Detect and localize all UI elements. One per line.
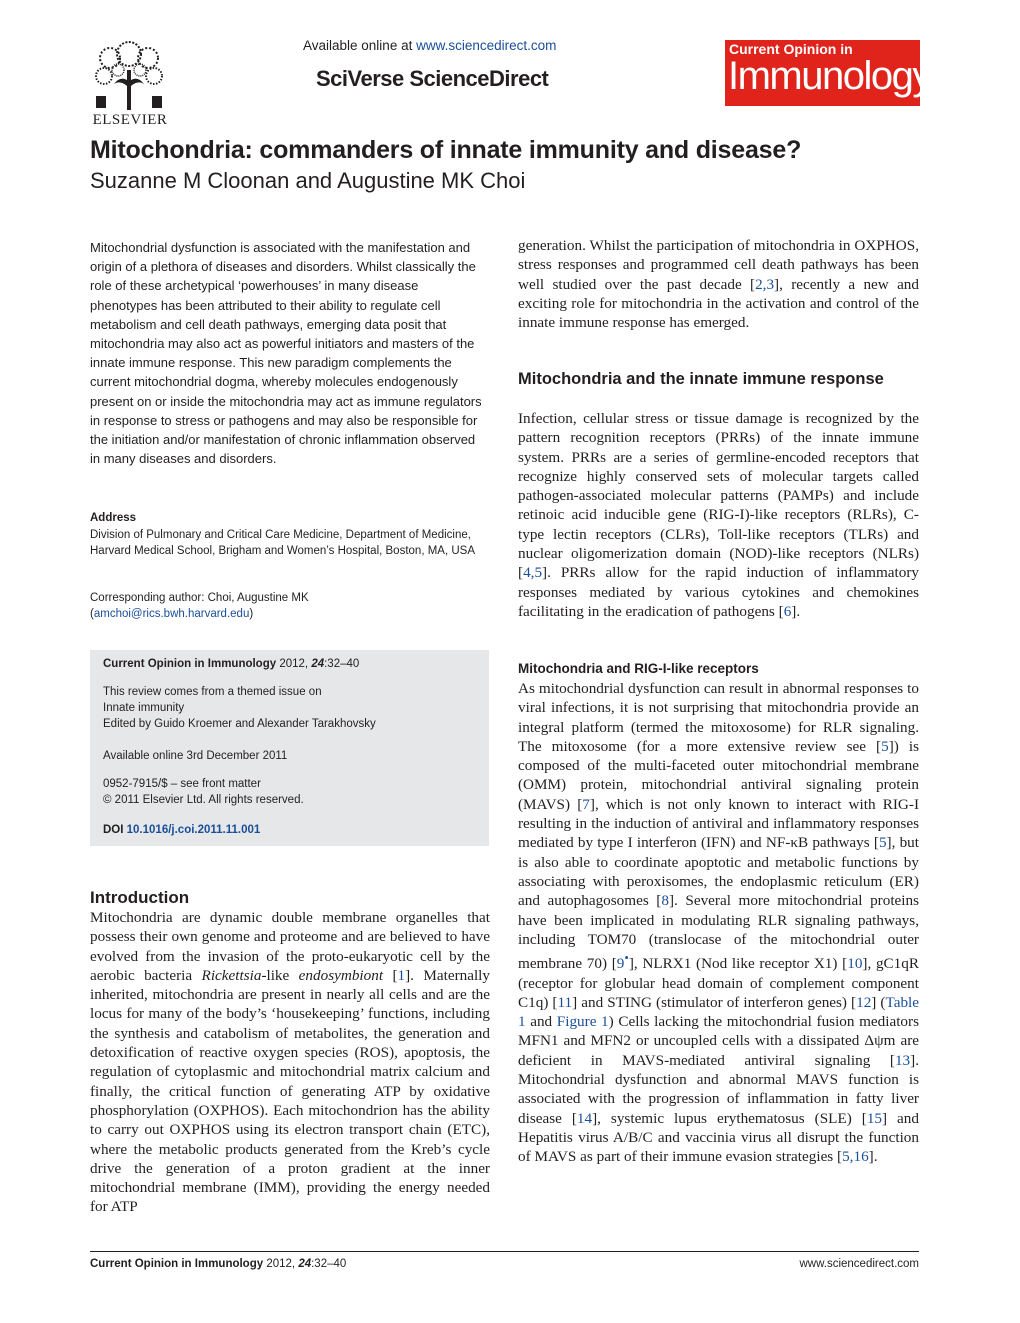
available-prefix: Available online at — [303, 38, 417, 53]
ref-link[interactable]: 11 — [557, 993, 573, 1011]
ref-link[interactable]: 9• — [616, 951, 629, 973]
section-body-innate-immune: Infection, cellular stress or tissue damage is recognized by the pattern recognition receptors (PRRs) of the innate immune system. PRRs are a series of germline-encoded receptors that recognize highly conserved sets of molecular targets called pathogen-associated molecular patterns (PAMPs) and include retinoic acid inducible gene (RIG-I)-like receptors (RLRs), C-type lectin receptors (CLRs), Toll-like receptors (TLRs) and nuclear oligomerization domain (NOD)-like receptors (NLRs) [4,5]. PRRs allow for the rapid induction of inflammatory responses mediated by various cytokines and chemokines facilitating in the eradication of pathogens [6]. — [518, 410, 919, 620]
info-volume: 24 — [311, 658, 325, 670]
ref-link[interactable]: 6 — [783, 602, 792, 620]
introduction-body: Mitochondria are dynamic double membrane organelles that possess their own genome and proteome and are believed to have evolved from the invasion of the proto-eukaryotic cell by the aerobic bacteria Rickettsia-like endosymbiont [1]. Maternally inherited, mitochondria are present in nearly all cells and are the locus for many of the body’s ‘housekeeping’ functions, including the synthesis and catabolism of metabolites, the generation and detoxification of reactive oxygen species (ROS), apoptosis, the regulation of cytoplasmic and mitochondrial matrix calcium and finally, the critical function of generating ATP by oxidative phosphorylation (OXPHOS). Each mitochondrion has the ability to carry out OXPHOS using its electron transport chain (ETC), where the metabolic products generated from the Kreb’s cycle drive the generation of a proton gradient at the inner mitochondrial membrane (IMM), providing the energy needed for ATP — [90, 909, 490, 1216]
footer-citation: Current Opinion in Immunology 2012, 24:32–40 — [90, 1258, 347, 1270]
ref-link[interactable]: 13 — [894, 1051, 911, 1069]
doi-label: DOI — [103, 824, 127, 836]
info-doi — [103, 822, 483, 838]
ref-link[interactable]: 4,5 — [523, 564, 543, 582]
elsevier-logo — [90, 40, 170, 130]
table-link[interactable]: Table 1 — [518, 993, 919, 1031]
info-journal: Current Opinion in Immunology — [103, 658, 277, 670]
footer-rule — [90, 1251, 919, 1252]
ref-link[interactable]: 10 — [847, 955, 863, 973]
ref-link[interactable]: 5,16 — [842, 1148, 869, 1166]
doi-link[interactable]: 10.1016/j.coi.2011.11.001 — [126, 824, 261, 836]
available-online — [303, 38, 556, 53]
ref-link[interactable]: 5 — [881, 737, 889, 755]
corresponding-author-email-line: (amchoi@rics.bwh.harvard.edu) — [90, 608, 254, 620]
ref-link[interactable]: 14 — [576, 1109, 593, 1127]
journal-banner-name: Immunology — [728, 54, 931, 98]
ref-link[interactable]: 5 — [878, 834, 887, 852]
abstract: Mitochondrial dysfunction is associated with the manifestation and origin of a plethora of diseases and disorders. Whilst classically the role of these archetypical ‘powerhouses’ in many disease phenotypes has been attributed to their ability to regulate cell metabolism and cell death pathways, emerging data posit that mitochondria may also act as powerful initiators and masters of the innate immune response. This new paradigm complements the current mitochondrial dogma, whereby molecules endogenously present on or inside the mitochondria may act as immune regulators in response to stress or pathogens and may also be responsible for the initiation and/or manifestation of chronic inflammation observed in many diseases and disorders. — [90, 240, 482, 467]
article-info-box — [90, 650, 489, 846]
corresponding-email-link[interactable]: amchoi@rics.bwh.harvard.edu — [93, 608, 250, 620]
ref-link[interactable]: 7 — [582, 795, 590, 813]
journal-banner-top: Current Opinion in — [729, 41, 853, 57]
section-body-rig-i: As mitochondrial dysfunction can result in abnormal responses to viral infections, it is not surprising that mitochondria provide an integral platform (termed the mitoxosome) for RLR signaling. The mitoxosome (for a more extensive review see [5]) is composed of the multi-faceted outer mitochondrial membrane (OMM) protein, mitochondrial antiviral signaling protein (MAVS) [7], which is not only known to interact with RIG-I resulting in the induction of antiviral and inflammatory responses mediated by type I interferon (IFN) and NF-κB pathways [5], but is also able to coordinate apoptotic and metabolic functions by associating with peroxisomes, the endoplasmic reticulum (ER) and autophagosomes [8]. Several more mitochondrial proteins have been implicated in modulating RLR signaling pathways, including TOM70 (translocase of the mitochondrial outer membrane 70) [9•], NLRX1 (Nod like receptor X1) [10], gC1qR (receptor for globular head domain of complement component C1q) [11] and STING (stimulator of interferon genes) [12] (Table 1 and Figure 1) Cells lacking the mitochondrial fusion mediators MFN1 and MFN2 or uncoupled cells with a dissipated Δψm are deficient in MAVS-mediated antiviral signaling [13]. Mitochondrial dysfunction and abnormal MAVS function is associated with the progression of inflammation in fatty liver disease [14], systemic lupus erythematosus (SLE) [15] and Hepatitis virus A/B/C and vaccinia virus all disrupt the function of MAVS as part of their immune evasion strategies [5,16]. — [518, 680, 920, 1166]
introduction-heading: Introduction — [90, 888, 190, 907]
info-citation: Current Opinion in Immunology 2012, 24:32–40 — [103, 658, 360, 670]
ref-link[interactable]: 1 — [397, 966, 406, 984]
article-authors: Suzanne M Cloonan and Augustine MK Choi — [90, 168, 526, 193]
corresponding-author-name: Corresponding author: Choi, Augustine MK — [90, 592, 309, 604]
article-title: Mitochondria: commanders of innate immunity and disease? — [90, 136, 802, 164]
elsevier-wordmark: ELSEVIER — [92, 112, 168, 128]
sciverse-sciencedirect-wordmark: SciVerse ScienceDirect — [316, 66, 549, 91]
footer-url[interactable]: www.sciencedirect.com — [799, 1258, 919, 1270]
info-issue-line2: Innate immunity — [103, 702, 185, 714]
section-heading-innate-immune: Mitochondria and the innate immune response — [518, 370, 884, 388]
info-issue-editors: Edited by Guido Kroemer and Alexander Tarakhovsky — [103, 718, 376, 730]
corresponding-author — [90, 590, 485, 622]
info-available-date: Available online 3rd December 2011 — [103, 750, 288, 762]
elsevier-tree-icon — [90, 40, 168, 110]
introduction-continued: generation. Whilst the participation of mitochondria in OXPHOS, stress responses and programmed cell death pathways has been well studied over the past decade [2,3], recently a new and exciting role for mitochondria in the activation and control of the innate immune response has emerged. — [518, 237, 919, 332]
ref-link[interactable]: 2,3 — [755, 275, 775, 293]
sciencedirect-link[interactable]: www.sciencedirect.com — [416, 38, 557, 53]
journal-banner — [725, 40, 931, 106]
ref-link[interactable]: 8 — [661, 892, 669, 910]
ref-link[interactable]: 15 — [866, 1109, 883, 1127]
info-issn: 0952-7915/$ – see front matter — [103, 778, 261, 790]
section-heading-rig-i: Mitochondria and RIG-I-like receptors — [518, 661, 759, 676]
info-issue-line1: This review comes from a themed issue on — [103, 686, 322, 698]
ref-link[interactable]: 12 — [856, 993, 872, 1011]
figure-link[interactable]: Figure 1 — [556, 1013, 609, 1031]
info-copyright: © 2011 Elsevier Ltd. All rights reserved. — [103, 794, 304, 806]
address-heading: Address — [90, 512, 137, 524]
address-text: Division of Pulmonary and Critical Care Medicine, Department of Medicine, Harvard Medical School, Brigham and Women’s Hospital, Boston, MA, USA — [90, 529, 475, 557]
